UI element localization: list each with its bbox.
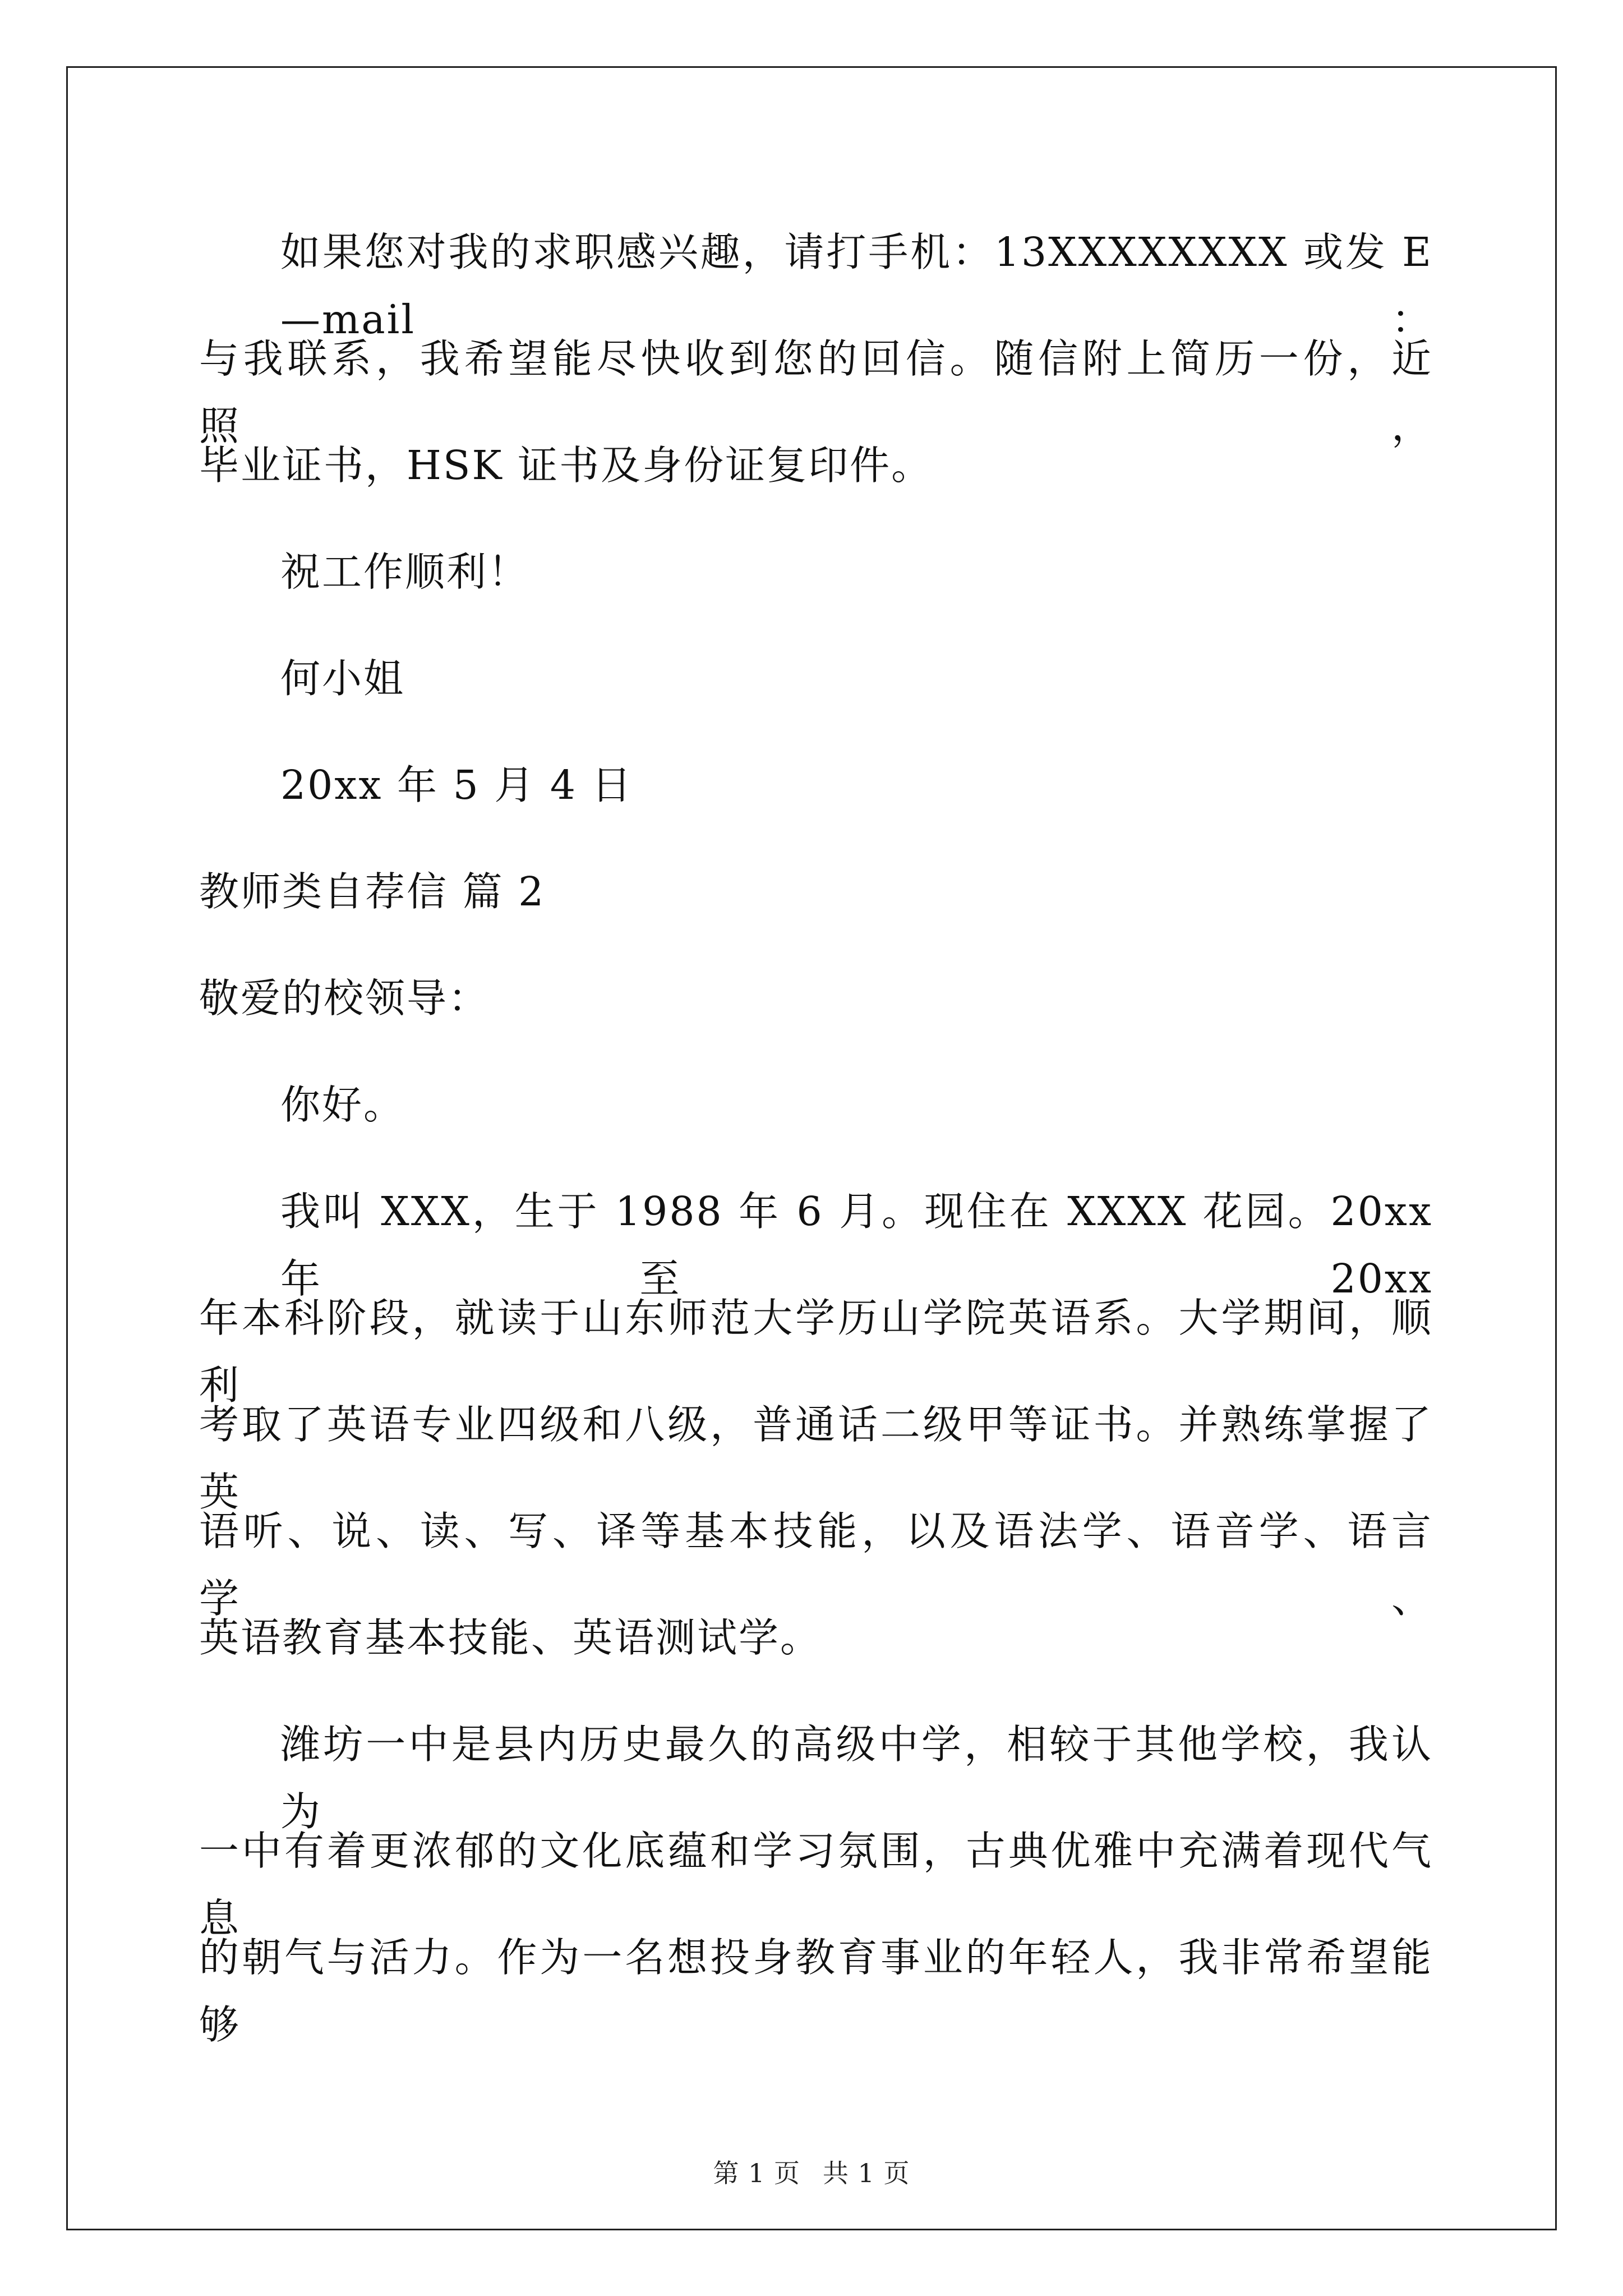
text-line: 考取了英语专业四级和八级，普通话二级甲等证书。并熟练掌握了英 [199,1401,1433,1515]
text-line: 年本科阶段，就读于山东师范大学历山学院英语系。大学期间，顺利 [199,1295,1433,1409]
page-footer [0,2153,1623,2190]
closing-wish: 祝工作顺利！ [280,549,530,595]
section-heading: 教师类自荐信 篇 2 [199,868,546,915]
text-line: 潍坊一中是县内历史最久的高级中学，相较于其他学校，我认为 [280,1721,1433,1835]
text-line: 与我联系，我希望能尽快收到您的回信。随信附上简历一份，近照， [199,335,1433,449]
letter-date: 20xx 年 5 月 4 日 [280,762,633,808]
page-number: 第 1 页 [713,2158,800,2188]
text-line: 一中有着更浓郁的文化底蕴和学习氛围，古典优雅中充满着现代气息 [199,1828,1433,1941]
signature: 何小姐 [280,655,405,702]
salutation: 敬爱的校领导： [199,975,490,1022]
text-line: 语听、说、读、写、译等基本技能，以及语法学、语音学、语言学、 [199,1508,1433,1622]
text-line: 毕业证书，HSK 证书及身份证复印件。 [199,442,933,489]
text-line: 的朝气与活力。作为一名想投身教育事业的年轻人，我非常希望能够 [199,1934,1433,2048]
text-line: 如果您对我的求职感兴趣，请打手机：13XXXXXXXX 或发 E—mail： [280,229,1433,343]
document-body [199,219,1433,2048]
page-total: 共 1 页 [823,2158,910,2188]
text-line: 我叫 XXX，生于 1988 年 6 月。现住在 XXXX 花园。20xx 年至 20xx [280,1188,1433,1302]
text-line: 英语教育基本技能、英语测试学。 [199,1614,822,1661]
greeting: 你好。 [280,1082,405,1128]
